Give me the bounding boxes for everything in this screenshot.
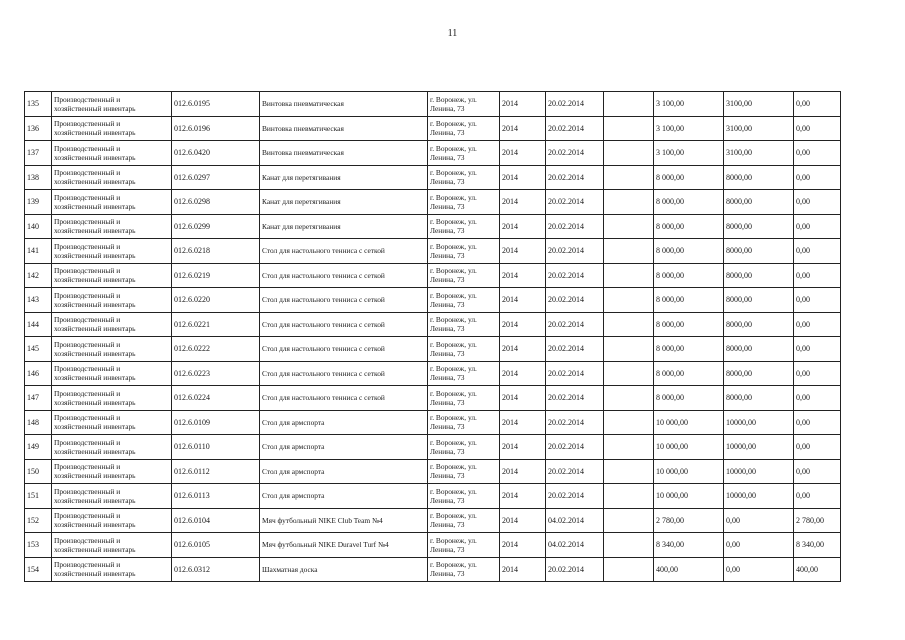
item-name-cell: Винтовка пневматическая bbox=[260, 141, 428, 166]
row-number-cell: 137 bbox=[25, 141, 52, 166]
row-number-cell: 136 bbox=[25, 116, 52, 141]
item-name-cell: Стол для настольного тенниса с сеткой bbox=[260, 312, 428, 337]
inventory-code-cell: 012.6.0112 bbox=[172, 459, 260, 484]
item-name-cell: Стол для настольного тенниса с сеткой bbox=[260, 386, 428, 411]
year-cell: 2014 bbox=[500, 508, 546, 533]
residual-value-cell: 0,00 bbox=[794, 410, 841, 435]
depreciation-cell: 8000,00 bbox=[724, 337, 794, 362]
depreciation-cell: 0,00 bbox=[724, 508, 794, 533]
category-cell: Производственный и хозяйственный инвентарь bbox=[52, 116, 172, 141]
table-row bbox=[25, 288, 841, 313]
residual-value-cell: 0,00 bbox=[794, 361, 841, 386]
cost-cell: 8 000,00 bbox=[654, 263, 724, 288]
cost-cell: 8 000,00 bbox=[654, 165, 724, 190]
row-number-cell: 143 bbox=[25, 288, 52, 313]
residual-value-cell: 0,00 bbox=[794, 165, 841, 190]
category-cell: Производственный и хозяйственный инвентарь bbox=[52, 361, 172, 386]
address-cell: г. Воронеж, ул. Ленина, 73 bbox=[428, 116, 500, 141]
depreciation-cell: 3100,00 bbox=[724, 141, 794, 166]
blank-cell bbox=[604, 386, 654, 411]
cost-cell: 10 000,00 bbox=[654, 484, 724, 509]
item-name-cell: Мяч футбольный NIKE Club Team №4 bbox=[260, 508, 428, 533]
inventory-code-cell: 012.6.0221 bbox=[172, 312, 260, 337]
year-cell: 2014 bbox=[500, 557, 546, 582]
cost-cell: 3 100,00 bbox=[654, 141, 724, 166]
address-cell: г. Воронеж, ул. Ленина, 73 bbox=[428, 435, 500, 460]
date-cell: 04.02.2014 bbox=[546, 533, 604, 558]
address-cell: г. Воронеж, ул. Ленина, 73 bbox=[428, 557, 500, 582]
table-row bbox=[25, 116, 841, 141]
category-cell: Производственный и хозяйственный инвентарь bbox=[52, 484, 172, 509]
item-name-cell: Мяч футбольный NIKE Duravel Turf №4 bbox=[260, 533, 428, 558]
year-cell: 2014 bbox=[500, 410, 546, 435]
date-cell: 20.02.2014 bbox=[546, 165, 604, 190]
residual-value-cell: 0,00 bbox=[794, 459, 841, 484]
table-row bbox=[25, 386, 841, 411]
depreciation-cell: 10000,00 bbox=[724, 410, 794, 435]
depreciation-cell: 10000,00 bbox=[724, 435, 794, 460]
category-cell: Производственный и хозяйственный инвентарь bbox=[52, 141, 172, 166]
cost-cell: 8 340,00 bbox=[654, 533, 724, 558]
item-name-cell: Стол для настольного тенниса с сеткой bbox=[260, 361, 428, 386]
address-cell: г. Воронеж, ул. Ленина, 73 bbox=[428, 361, 500, 386]
depreciation-cell: 8000,00 bbox=[724, 288, 794, 313]
inventory-code-cell: 012.6.0220 bbox=[172, 288, 260, 313]
page-number: 11 bbox=[447, 28, 458, 39]
item-name-cell: Стол для настольного тенниса с сеткой bbox=[260, 288, 428, 313]
inventory-code-cell: 012.6.0223 bbox=[172, 361, 260, 386]
depreciation-cell: 8000,00 bbox=[724, 386, 794, 411]
cost-cell: 10 000,00 bbox=[654, 435, 724, 460]
blank-cell bbox=[604, 533, 654, 558]
residual-value-cell: 0,00 bbox=[794, 337, 841, 362]
inventory-code-cell: 012.6.0196 bbox=[172, 116, 260, 141]
category-cell: Производственный и хозяйственный инвентарь bbox=[52, 165, 172, 190]
cost-cell: 10 000,00 bbox=[654, 459, 724, 484]
address-cell: г. Воронеж, ул. Ленина, 73 bbox=[428, 508, 500, 533]
inventory-rows bbox=[25, 92, 841, 582]
year-cell: 2014 bbox=[500, 263, 546, 288]
residual-value-cell: 0,00 bbox=[794, 288, 841, 313]
year-cell: 2014 bbox=[500, 386, 546, 411]
residual-value-cell: 0,00 bbox=[794, 214, 841, 239]
blank-cell bbox=[604, 288, 654, 313]
category-cell: Производственный и хозяйственный инвентарь bbox=[52, 459, 172, 484]
depreciation-cell: 10000,00 bbox=[724, 459, 794, 484]
item-name-cell: Канат для перетягивания bbox=[260, 190, 428, 215]
row-number-cell: 140 bbox=[25, 214, 52, 239]
item-name-cell: Стол для армспорта bbox=[260, 410, 428, 435]
cost-cell: 3 100,00 bbox=[654, 92, 724, 117]
depreciation-cell: 8000,00 bbox=[724, 239, 794, 264]
blank-cell bbox=[604, 459, 654, 484]
residual-value-cell: 2 780,00 bbox=[794, 508, 841, 533]
item-name-cell: Шахматная доска bbox=[260, 557, 428, 582]
category-cell: Производственный и хозяйственный инвентарь bbox=[52, 557, 172, 582]
blank-cell bbox=[604, 239, 654, 264]
blank-cell bbox=[604, 410, 654, 435]
address-cell: г. Воронеж, ул. Ленина, 73 bbox=[428, 92, 500, 117]
date-cell: 20.02.2014 bbox=[546, 263, 604, 288]
address-cell: г. Воронеж, ул. Ленина, 73 bbox=[428, 312, 500, 337]
depreciation-cell: 8000,00 bbox=[724, 312, 794, 337]
date-cell: 20.02.2014 bbox=[546, 337, 604, 362]
depreciation-cell: 3100,00 bbox=[724, 116, 794, 141]
row-number-cell: 135 bbox=[25, 92, 52, 117]
table-row bbox=[25, 361, 841, 386]
date-cell: 20.02.2014 bbox=[546, 116, 604, 141]
table-row bbox=[25, 312, 841, 337]
residual-value-cell: 0,00 bbox=[794, 263, 841, 288]
address-cell: г. Воронеж, ул. Ленина, 73 bbox=[428, 337, 500, 362]
category-cell: Производственный и хозяйственный инвентарь bbox=[52, 92, 172, 117]
date-cell: 20.02.2014 bbox=[546, 288, 604, 313]
inventory-code-cell: 012.6.0218 bbox=[172, 239, 260, 264]
year-cell: 2014 bbox=[500, 190, 546, 215]
table-row bbox=[25, 141, 841, 166]
address-cell: г. Воронеж, ул. Ленина, 73 bbox=[428, 141, 500, 166]
residual-value-cell: 0,00 bbox=[794, 386, 841, 411]
row-number-cell: 153 bbox=[25, 533, 52, 558]
date-cell: 20.02.2014 bbox=[546, 141, 604, 166]
date-cell: 04.02.2014 bbox=[546, 508, 604, 533]
date-cell: 20.02.2014 bbox=[546, 557, 604, 582]
category-cell: Производственный и хозяйственный инвентарь bbox=[52, 214, 172, 239]
inventory-code-cell: 012.6.0105 bbox=[172, 533, 260, 558]
item-name-cell: Стол для настольного тенниса с сеткой bbox=[260, 337, 428, 362]
row-number-cell: 147 bbox=[25, 386, 52, 411]
inventory-code-cell: 012.6.0195 bbox=[172, 92, 260, 117]
item-name-cell: Канат для перетягивания bbox=[260, 165, 428, 190]
table-row bbox=[25, 239, 841, 264]
table-row bbox=[25, 263, 841, 288]
blank-cell bbox=[604, 557, 654, 582]
blank-cell bbox=[604, 435, 654, 460]
year-cell: 2014 bbox=[500, 239, 546, 264]
category-cell: Производственный и хозяйственный инвентарь bbox=[52, 337, 172, 362]
item-name-cell: Стол для армспорта bbox=[260, 484, 428, 509]
date-cell: 20.02.2014 bbox=[546, 459, 604, 484]
address-cell: г. Воронеж, ул. Ленина, 73 bbox=[428, 239, 500, 264]
date-cell: 20.02.2014 bbox=[546, 312, 604, 337]
address-cell: г. Воронеж, ул. Ленина, 73 bbox=[428, 386, 500, 411]
item-name-cell: Стол для настольного тенниса с сеткой bbox=[260, 263, 428, 288]
cost-cell: 3 100,00 bbox=[654, 116, 724, 141]
residual-value-cell: 0,00 bbox=[794, 141, 841, 166]
blank-cell bbox=[604, 214, 654, 239]
item-name-cell: Стол для армспорта bbox=[260, 459, 428, 484]
category-cell: Производственный и хозяйственный инвентарь bbox=[52, 410, 172, 435]
inventory-code-cell: 012.6.0222 bbox=[172, 337, 260, 362]
year-cell: 2014 bbox=[500, 92, 546, 117]
table-row bbox=[25, 533, 841, 558]
category-cell: Производственный и хозяйственный инвентарь bbox=[52, 239, 172, 264]
date-cell: 20.02.2014 bbox=[546, 484, 604, 509]
blank-cell bbox=[604, 92, 654, 117]
row-number-cell: 146 bbox=[25, 361, 52, 386]
inventory-code-cell: 012.6.0104 bbox=[172, 508, 260, 533]
date-cell: 20.02.2014 bbox=[546, 239, 604, 264]
year-cell: 2014 bbox=[500, 361, 546, 386]
table-row bbox=[25, 459, 841, 484]
blank-cell bbox=[604, 141, 654, 166]
row-number-cell: 154 bbox=[25, 557, 52, 582]
year-cell: 2014 bbox=[500, 484, 546, 509]
inventory-code-cell: 012.6.0299 bbox=[172, 214, 260, 239]
cost-cell: 10 000,00 bbox=[654, 410, 724, 435]
inventory-code-cell: 012.6.0110 bbox=[172, 435, 260, 460]
residual-value-cell: 0,00 bbox=[794, 116, 841, 141]
depreciation-cell: 3100,00 bbox=[724, 92, 794, 117]
cost-cell: 8 000,00 bbox=[654, 288, 724, 313]
date-cell: 20.02.2014 bbox=[546, 410, 604, 435]
inventory-code-cell: 012.6.0297 bbox=[172, 165, 260, 190]
table-row bbox=[25, 410, 841, 435]
year-cell: 2014 bbox=[500, 214, 546, 239]
row-number-cell: 152 bbox=[25, 508, 52, 533]
table-row bbox=[25, 484, 841, 509]
blank-cell bbox=[604, 116, 654, 141]
blank-cell bbox=[604, 337, 654, 362]
table-row bbox=[25, 165, 841, 190]
blank-cell bbox=[604, 508, 654, 533]
row-number-cell: 142 bbox=[25, 263, 52, 288]
item-name-cell: Винтовка пневматическая bbox=[260, 92, 428, 117]
cost-cell: 400,00 bbox=[654, 557, 724, 582]
row-number-cell: 141 bbox=[25, 239, 52, 264]
inventory-code-cell: 012.6.0219 bbox=[172, 263, 260, 288]
item-name-cell: Винтовка пневматическая bbox=[260, 116, 428, 141]
date-cell: 20.02.2014 bbox=[546, 92, 604, 117]
depreciation-cell: 8000,00 bbox=[724, 361, 794, 386]
row-number-cell: 149 bbox=[25, 435, 52, 460]
cost-cell: 8 000,00 bbox=[654, 239, 724, 264]
blank-cell bbox=[604, 484, 654, 509]
table-row bbox=[25, 508, 841, 533]
category-cell: Производственный и хозяйственный инвентарь bbox=[52, 435, 172, 460]
table-row bbox=[25, 557, 841, 582]
residual-value-cell: 0,00 bbox=[794, 92, 841, 117]
address-cell: г. Воронеж, ул. Ленина, 73 bbox=[428, 288, 500, 313]
year-cell: 2014 bbox=[500, 337, 546, 362]
inventory-code-cell: 012.6.0224 bbox=[172, 386, 260, 411]
row-number-cell: 145 bbox=[25, 337, 52, 362]
year-cell: 2014 bbox=[500, 116, 546, 141]
inventory-table bbox=[24, 91, 841, 582]
cost-cell: 8 000,00 bbox=[654, 190, 724, 215]
table-row bbox=[25, 435, 841, 460]
category-cell: Производственный и хозяйственный инвентарь bbox=[52, 508, 172, 533]
inventory-code-cell: 012.6.0113 bbox=[172, 484, 260, 509]
category-cell: Производственный и хозяйственный инвентарь bbox=[52, 312, 172, 337]
address-cell: г. Воронеж, ул. Ленина, 73 bbox=[428, 459, 500, 484]
cost-cell: 8 000,00 bbox=[654, 312, 724, 337]
date-cell: 20.02.2014 bbox=[546, 190, 604, 215]
date-cell: 20.02.2014 bbox=[546, 435, 604, 460]
inventory-code-cell: 012.6.0312 bbox=[172, 557, 260, 582]
residual-value-cell: 0,00 bbox=[794, 312, 841, 337]
depreciation-cell: 8000,00 bbox=[724, 165, 794, 190]
address-cell: г. Воронеж, ул. Ленина, 73 bbox=[428, 533, 500, 558]
cost-cell: 8 000,00 bbox=[654, 214, 724, 239]
blank-cell bbox=[604, 312, 654, 337]
year-cell: 2014 bbox=[500, 533, 546, 558]
inventory-code-cell: 012.6.0298 bbox=[172, 190, 260, 215]
address-cell: г. Воронеж, ул. Ленина, 73 bbox=[428, 214, 500, 239]
residual-value-cell: 400,00 bbox=[794, 557, 841, 582]
year-cell: 2014 bbox=[500, 141, 546, 166]
category-cell: Производственный и хозяйственный инвентарь bbox=[52, 533, 172, 558]
cost-cell: 2 780,00 bbox=[654, 508, 724, 533]
item-name-cell: Канат для перетягивания bbox=[260, 214, 428, 239]
table-row bbox=[25, 190, 841, 215]
year-cell: 2014 bbox=[500, 459, 546, 484]
row-number-cell: 150 bbox=[25, 459, 52, 484]
category-cell: Производственный и хозяйственный инвентарь bbox=[52, 263, 172, 288]
year-cell: 2014 bbox=[500, 435, 546, 460]
address-cell: г. Воронеж, ул. Ленина, 73 bbox=[428, 165, 500, 190]
year-cell: 2014 bbox=[500, 312, 546, 337]
address-cell: г. Воронеж, ул. Ленина, 73 bbox=[428, 410, 500, 435]
depreciation-cell: 10000,00 bbox=[724, 484, 794, 509]
depreciation-cell: 8000,00 bbox=[724, 214, 794, 239]
table-row bbox=[25, 92, 841, 117]
depreciation-cell: 8000,00 bbox=[724, 190, 794, 215]
blank-cell bbox=[604, 190, 654, 215]
year-cell: 2014 bbox=[500, 288, 546, 313]
table-row bbox=[25, 214, 841, 239]
depreciation-cell: 0,00 bbox=[724, 533, 794, 558]
row-number-cell: 151 bbox=[25, 484, 52, 509]
row-number-cell: 144 bbox=[25, 312, 52, 337]
cost-cell: 8 000,00 bbox=[654, 337, 724, 362]
table-row bbox=[25, 337, 841, 362]
address-cell: г. Воронеж, ул. Ленина, 73 bbox=[428, 484, 500, 509]
address-cell: г. Воронеж, ул. Ленина, 73 bbox=[428, 190, 500, 215]
blank-cell bbox=[604, 361, 654, 386]
residual-value-cell: 0,00 bbox=[794, 239, 841, 264]
item-name-cell: Стол для настольного тенниса с сеткой bbox=[260, 239, 428, 264]
residual-value-cell: 0,00 bbox=[794, 435, 841, 460]
blank-cell bbox=[604, 263, 654, 288]
year-cell: 2014 bbox=[500, 165, 546, 190]
row-number-cell: 138 bbox=[25, 165, 52, 190]
address-cell: г. Воронеж, ул. Ленина, 73 bbox=[428, 263, 500, 288]
date-cell: 20.02.2014 bbox=[546, 361, 604, 386]
row-number-cell: 139 bbox=[25, 190, 52, 215]
cost-cell: 8 000,00 bbox=[654, 361, 724, 386]
date-cell: 20.02.2014 bbox=[546, 386, 604, 411]
inventory-code-cell: 012.6.0420 bbox=[172, 141, 260, 166]
residual-value-cell: 0,00 bbox=[794, 484, 841, 509]
residual-value-cell: 0,00 bbox=[794, 190, 841, 215]
category-cell: Производственный и хозяйственный инвентарь bbox=[52, 386, 172, 411]
depreciation-cell: 8000,00 bbox=[724, 263, 794, 288]
residual-value-cell: 8 340,00 bbox=[794, 533, 841, 558]
cost-cell: 8 000,00 bbox=[654, 386, 724, 411]
depreciation-cell: 0,00 bbox=[724, 557, 794, 582]
date-cell: 20.02.2014 bbox=[546, 214, 604, 239]
item-name-cell: Стол для армспорта bbox=[260, 435, 428, 460]
category-cell: Производственный и хозяйственный инвентарь bbox=[52, 190, 172, 215]
blank-cell bbox=[604, 165, 654, 190]
inventory-code-cell: 012.6.0109 bbox=[172, 410, 260, 435]
category-cell: Производственный и хозяйственный инвентарь bbox=[52, 288, 172, 313]
row-number-cell: 148 bbox=[25, 410, 52, 435]
